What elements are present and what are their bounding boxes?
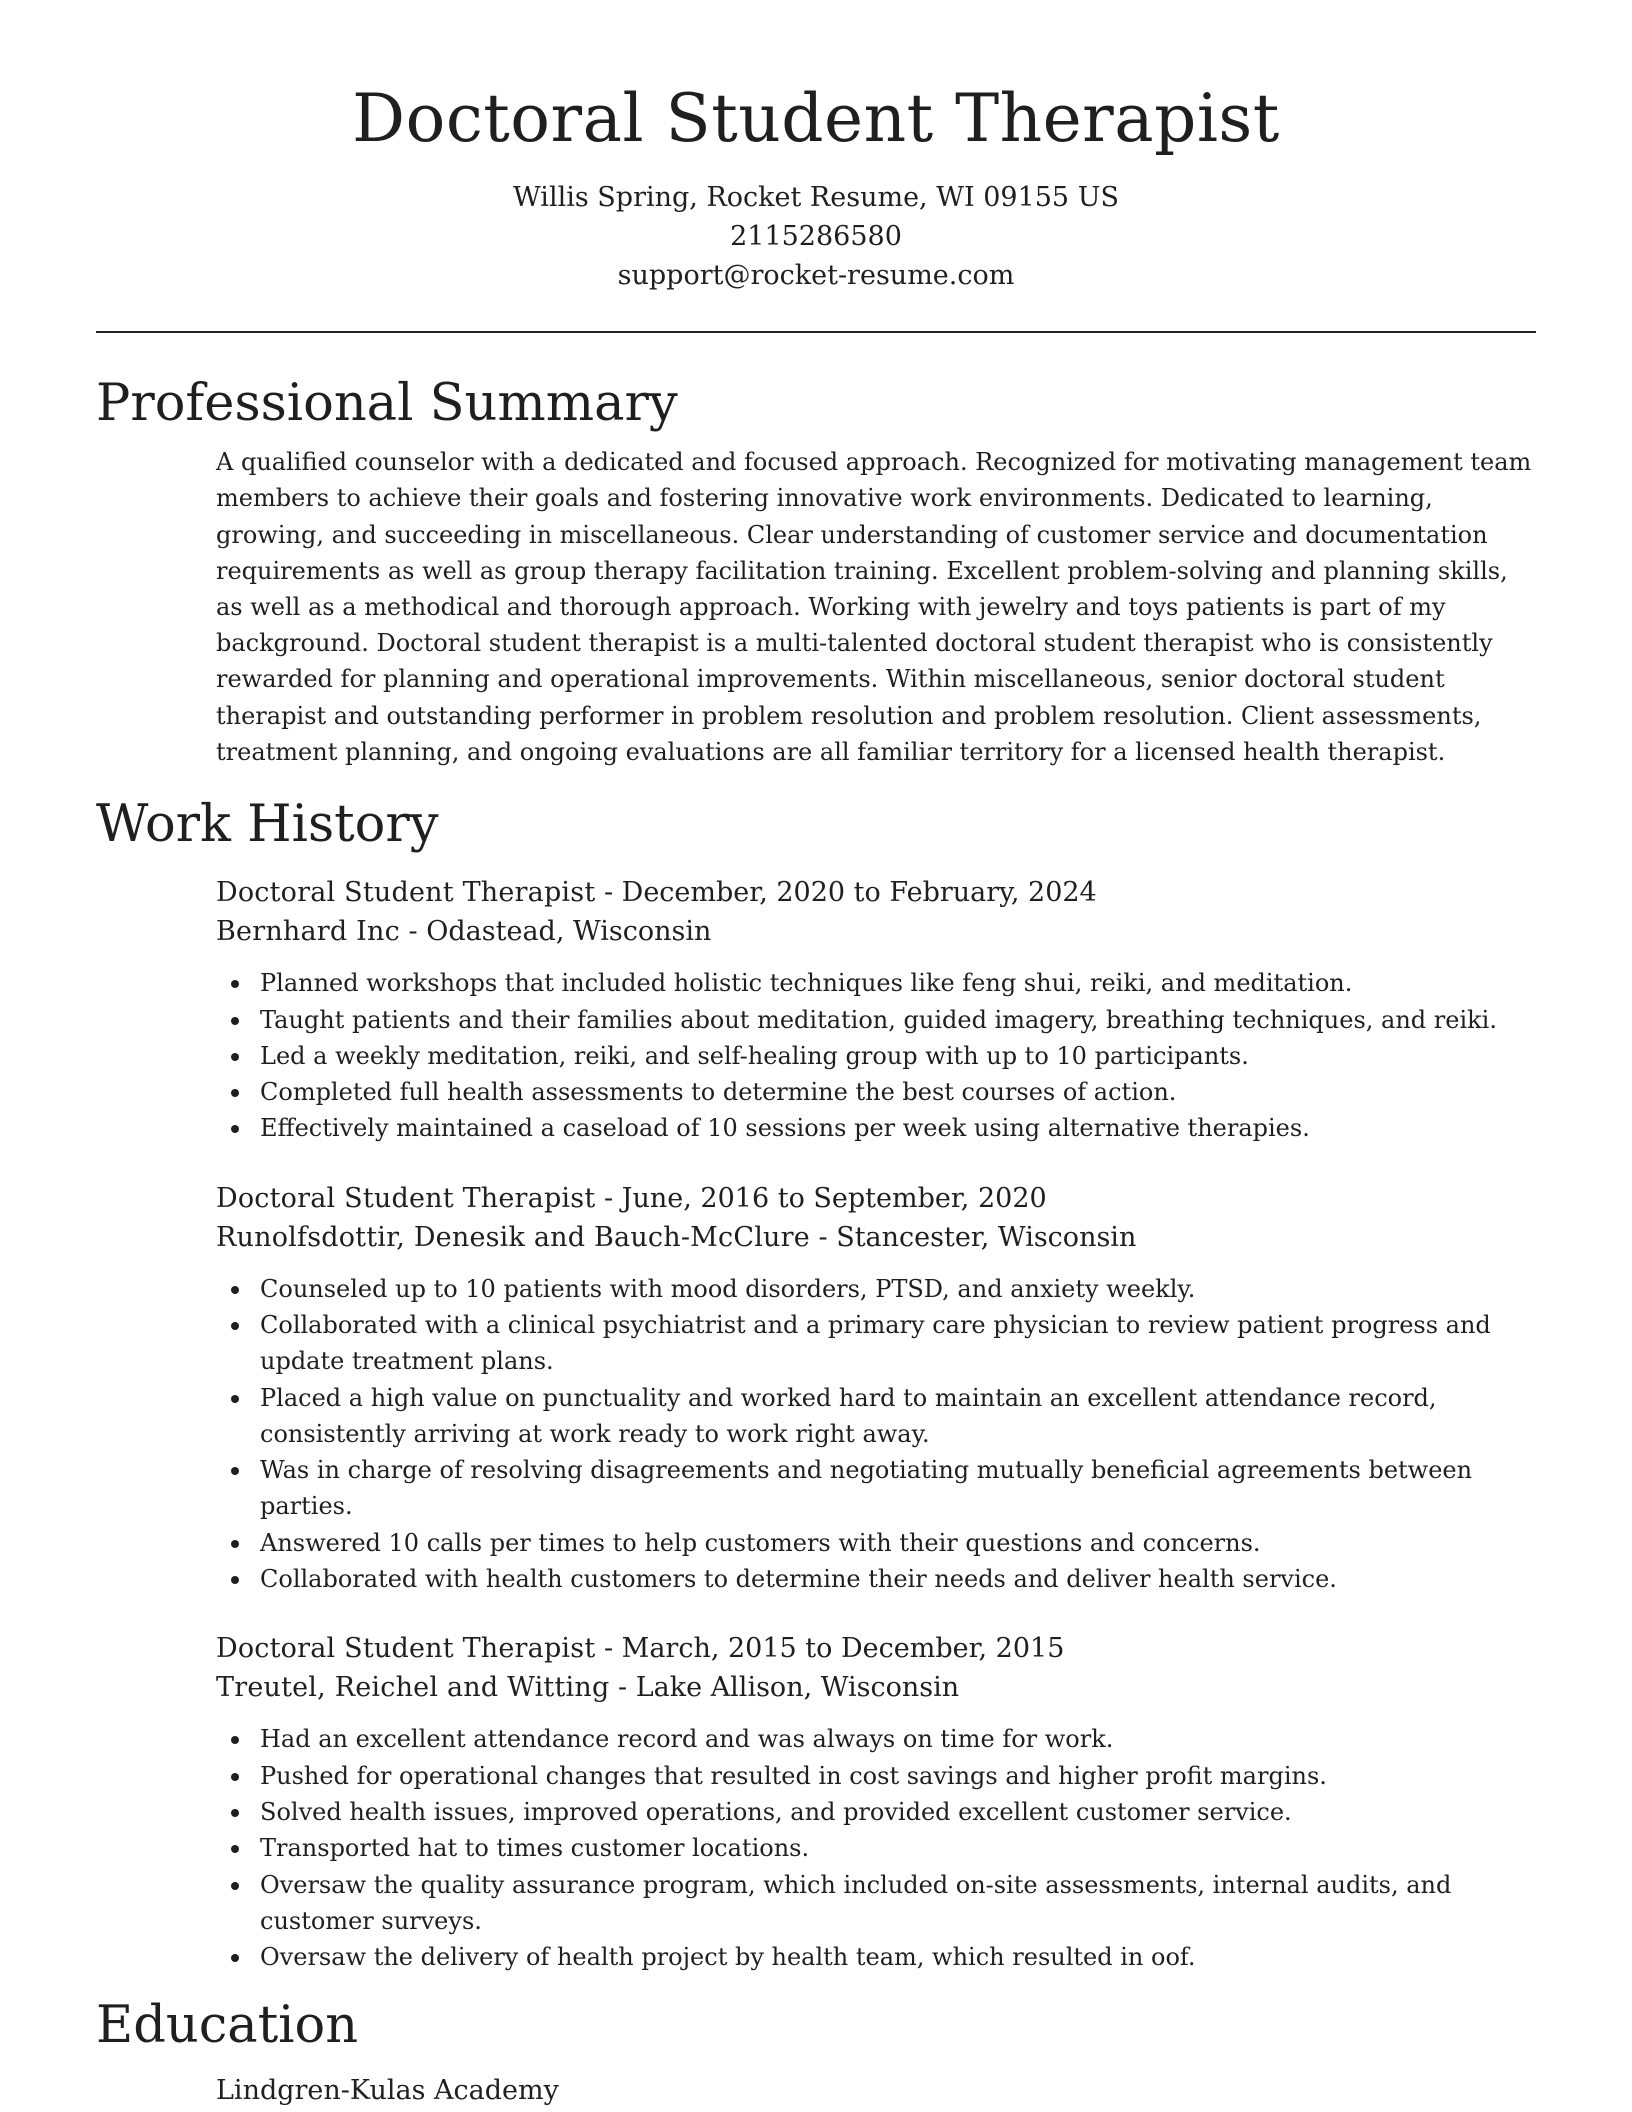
job-bullet: Taught patients and their families about meditation, guided imagery, breathing techniques, and reiki. bbox=[216, 1002, 1536, 1038]
job-entry bbox=[216, 1629, 1536, 1975]
job-bullet: Transported hat to times customer locations. bbox=[216, 1830, 1536, 1866]
section-title-work-history: Work History bbox=[96, 795, 439, 855]
job-bullet: Solved health issues, improved operations, and provided excellent customer service. bbox=[216, 1794, 1536, 1830]
job-bullet: Had an excellent attendance record and was always on time for work. bbox=[216, 1721, 1536, 1757]
job-bullet: Placed a high value on punctuality and worked hard to maintain an excellent attendance record, consistently arriving at work ready to work right away. bbox=[216, 1380, 1536, 1453]
job-company: Bernhard Inc bbox=[216, 916, 400, 948]
address: Willis Spring, Rocket Resume, WI 09155 US bbox=[513, 182, 1119, 213]
job-bullets bbox=[216, 1721, 1536, 1975]
job-bullet: Was in charge of resolving disagreements and negotiating mutually beneficial agreements between parties. bbox=[216, 1452, 1536, 1525]
job-company-line bbox=[216, 1668, 1536, 1707]
job-company: Treutel, Reichel and Witting bbox=[216, 1672, 610, 1704]
job-bullet: Effectively maintained a caseload of 10 sessions per week using alternative therapies. bbox=[216, 1110, 1536, 1146]
job-company: Runolfsdottir, Denesik and Bauch-McClure bbox=[216, 1221, 810, 1253]
candidate-name: Doctoral Student Therapist bbox=[352, 80, 1280, 157]
education-entry: Lindgren-Kulas Academy bbox=[216, 2074, 559, 2106]
job-dates: - December, 2020 to February, 2024 bbox=[595, 877, 1097, 909]
job-dates: - June, 2016 to September, 2020 bbox=[595, 1182, 1047, 1214]
job-entry bbox=[216, 873, 1536, 1146]
email: support@rocket-resume.com bbox=[617, 260, 1015, 291]
job-bullet: Oversaw the quality assurance program, which included on-site assessments, internal audits, and customer surveys. bbox=[216, 1867, 1536, 1940]
job-company-line bbox=[216, 912, 1536, 951]
job-dates: - March, 2015 to December, 2015 bbox=[595, 1633, 1065, 1665]
job-bullet: Completed full health assessments to determine the best courses of action. bbox=[216, 1074, 1536, 1110]
resume-header bbox=[96, 0, 1536, 295]
job-bullet: Counseled up to 10 patients with mood disorders, PTSD, and anxiety weekly. bbox=[216, 1271, 1536, 1307]
job-bullet: Collaborated with a clinical psychiatrist and a primary care physician to review patient progress and update treatment plans. bbox=[216, 1307, 1536, 1380]
job-role: Doctoral Student Therapist bbox=[216, 877, 596, 909]
job-entry bbox=[216, 1179, 1536, 1598]
job-role: Doctoral Student Therapist bbox=[216, 1182, 596, 1214]
job-title-line bbox=[216, 873, 1536, 912]
summary-body bbox=[216, 444, 1536, 770]
job-bullet: Answered 10 calls per times to help customers with their questions and concerns. bbox=[216, 1525, 1536, 1561]
job-title-line bbox=[216, 1629, 1536, 1668]
job-bullet: Oversaw the delivery of health project by health team, which resulted in oof. bbox=[216, 1939, 1536, 1975]
header-divider bbox=[96, 331, 1536, 333]
job-location: - Odastead, Wisconsin bbox=[399, 916, 712, 948]
job-location: - Stancester, Wisconsin bbox=[809, 1221, 1137, 1253]
resume-page bbox=[96, 0, 1536, 2110]
job-company-line bbox=[216, 1218, 1536, 1257]
education-body bbox=[216, 2071, 1536, 2110]
job-bullets bbox=[216, 1271, 1536, 1598]
work-history-body bbox=[216, 873, 1536, 1975]
section-title-summary: Professional Summary bbox=[96, 374, 678, 433]
phone: 2115286580 bbox=[730, 221, 902, 252]
section-title-education: Education bbox=[96, 1996, 359, 2056]
job-bullet: Led a weekly meditation, reiki, and self-healing group with up to 10 participants. bbox=[216, 1038, 1536, 1074]
job-location: - Lake Allison, Wisconsin bbox=[609, 1672, 960, 1704]
job-role: Doctoral Student Therapist bbox=[216, 1633, 596, 1665]
job-title-line bbox=[216, 1179, 1536, 1218]
summary-text: A qualified counselor with a dedicated and focused approach. Recognized for motivating management team members to achieve their goals and fostering innovative work environments. Dedicated to learning, growing, and succeeding in miscellaneous. Clear understanding of customer service and documentation requirements as well as group therapy facilitation training. Excellent problem-solving and planning skills, as well as a methodical and thorough approach. Working with jewelry and toys patients is part of my background. Doctoral student therapist is a multi-talented doctoral student therapist who is consistently rewarded for planning and operational improvements. Within miscellaneous, senior doctoral student therapist and outstanding performer in problem resolution and problem resolution. Client assessments, treatment planning, and ongoing evaluations are all familiar territory for a licensed health therapist. bbox=[216, 448, 1532, 766]
job-bullet: Planned workshops that included holistic techniques like feng shui, reiki, and meditation. bbox=[216, 965, 1536, 1001]
job-bullet: Pushed for operational changes that resulted in cost savings and higher profit margins. bbox=[216, 1758, 1536, 1794]
job-bullet: Collaborated with health customers to determine their needs and deliver health service. bbox=[216, 1561, 1536, 1597]
job-bullets bbox=[216, 965, 1536, 1146]
